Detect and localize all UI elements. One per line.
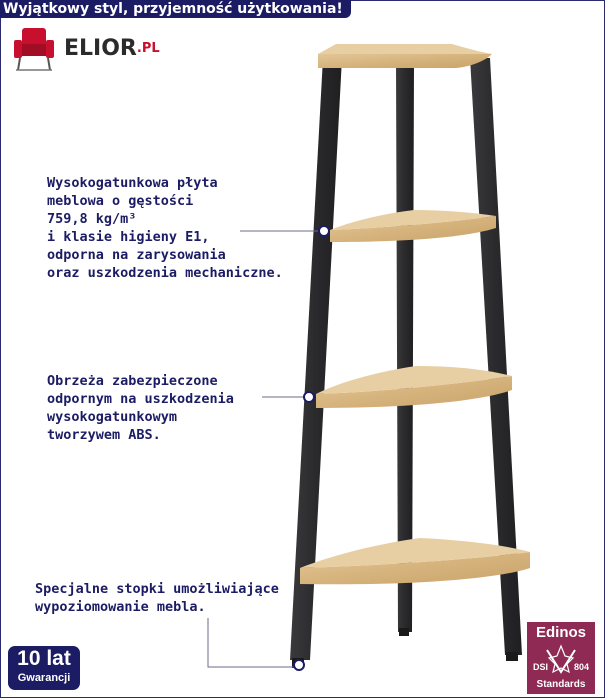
third-shelf [316, 366, 512, 408]
callout-line: Specjalne stopki umożliwiające [35, 581, 279, 597]
connector-line-3 [208, 618, 294, 667]
bottom-shelf [300, 538, 530, 584]
right-foot [506, 652, 518, 661]
callout-line: odpornym na uszkodzenia [47, 391, 234, 407]
certificate-codes [527, 662, 595, 672]
callout-line: 759,8 kg/m³ [47, 211, 137, 227]
top-shelf [318, 44, 492, 68]
second-shelf [330, 210, 496, 242]
callout-line: Obrzeża zabezpieczone [47, 373, 218, 389]
logo-suffix: .PL [136, 40, 160, 56]
callout-line: wypoziomowanie mebla. [35, 599, 206, 615]
warranty-value: 10 lat [17, 647, 71, 670]
callout-edge-protection [47, 372, 234, 444]
callout-line: Wysokogatunkowa płyta [47, 175, 218, 191]
banner-headline: Wyjątkowy styl, przyjemność użytkowania! [0, 0, 351, 18]
connector-dot-2 [304, 392, 314, 402]
callout-line: tworzywem ABS. [47, 427, 161, 443]
certificate-left-code: DSI [533, 662, 549, 672]
callout-board-quality [47, 174, 283, 282]
edinos-certificate-badge [527, 622, 595, 694]
callout-line: i klasie higieny E1, [47, 229, 210, 245]
armchair-icon [12, 24, 56, 72]
certificate-brand: Edinos [535, 624, 586, 641]
connector-dot-1 [319, 226, 329, 236]
back-foot [399, 628, 409, 636]
callout-leveling-feet [35, 580, 279, 616]
elior-logo[interactable] [12, 24, 160, 72]
callout-line: wysokogatunkowym [47, 409, 178, 425]
warranty-badge [8, 646, 80, 690]
callout-line: meblowa o gęstości [47, 193, 194, 209]
certificate-right-code: 804 [573, 662, 589, 672]
connector-dot-3 [294, 660, 304, 670]
certificate-label: Standards [536, 679, 586, 690]
callout-line: oraz uszkodzenia mechaniczne. [47, 265, 283, 281]
callout-line: odporna na zarysowania [47, 247, 226, 263]
logo-name: ELIOR [64, 35, 137, 61]
warranty-label: Gwarancji [17, 672, 71, 684]
